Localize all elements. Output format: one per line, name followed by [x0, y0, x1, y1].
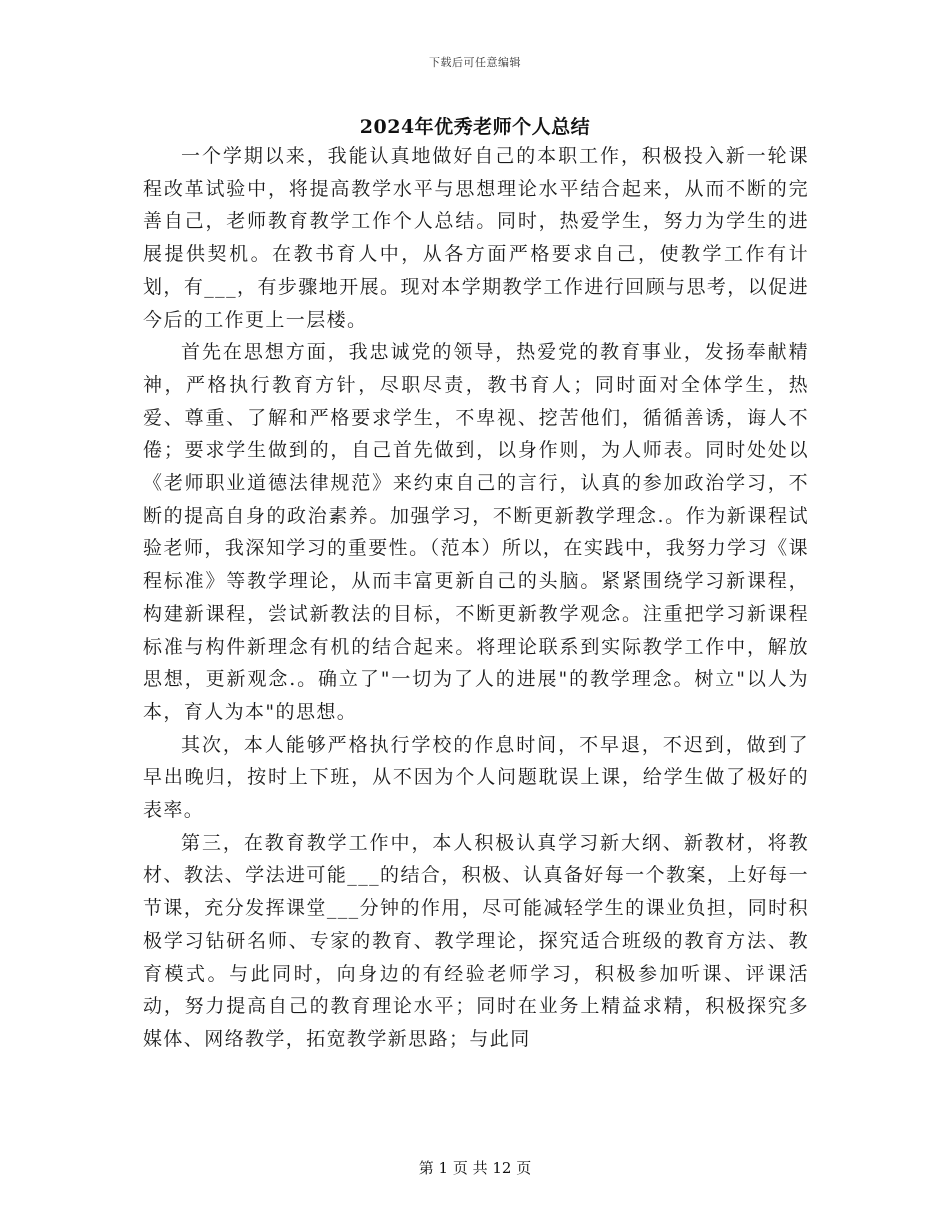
- page-header-note: 下载后可任意编辑: [429, 56, 521, 69]
- paragraph-teaching: 第三，在教育教学工作中，本人积极认真学习新大纲、新教材，将教材、教法、学法进可能___的结合，积极、认真备好每一个教案，上好每一节课，充分发挥课堂___分钟的作用，尽可能减轻学生的课业负担，同时积极学习钻研名师、专家的教育、教学理论，探究适合班级的教育方法、教育模式。与此同时，向身边的有经验老师学习，积极参加听课、评课活动，努力提高自己的教育理论水平；同时在业务上精益求精，积极探究多媒体、网络教学，拓宽教学新思路；与此同: [143, 831, 809, 1050]
- page-number-footer: 第 1 页 共 12 页: [418, 1159, 532, 1177]
- paragraph-intro: 一个学期以来，我能认真地做好自己的本职工作，积极投入新一轮课程改革试验中，将提高教学水平与思想理论水平结合起来，从而不断的完善自己，老师教育教学工作个人总结。同时，热爱学生，努力为学生的进展提供契机。在教书育人中，从各方面严格要求自己，使教学工作有计划，有___，有步骤地开展。现对本学期教学工作进行回顾与思考，以促进今后的工作更上一层楼。: [143, 145, 809, 331]
- paragraph-ideology: 首先在思想方面，我忠诚党的领导，热爱党的教育事业，发扬奉献精神，严格执行教育方针，尽职尽责，教书育人；同时面对全体学生，热爱、尊重、了解和严格要求学生，不卑视、挖苦他们，循循善诱，诲人不倦；要求学生做到的，自己首先做到，以身作则，为人师表。同时处处以《老师职业道德法律规范》来约束自己的言行，认真的参加政治学习，不断的提高自身的政治素养。加强学习，不断更新教学理念.。作为新课程试验老师，我深知学习的重要性。（范本）所以，在实践中，我努力学习《课程标准》等教学理论，从而丰富更新自己的头脑。紧紧围绕学习新课程，构建新课程，尝试新教法的目标，不断更新教学观念。注重把学习新课程标准与构件新理念有机的结合起来。将理论联系到实际教学工作中，解放思想，更新观念.。确立了"一切为了人的进展"的教学理念。树立"以人为本，育人为本"的思想。: [143, 341, 809, 723]
- document-body: [143, 140, 809, 1056]
- paragraph-discipline: 其次，本人能够严格执行学校的作息时间，不早退，不迟到，做到了早出晚归，按时上下班，从不因为个人问题耽误上课，给学生做了极好的表率。: [143, 733, 809, 822]
- document-title: 2024年优秀老师个人总结: [359, 116, 591, 138]
